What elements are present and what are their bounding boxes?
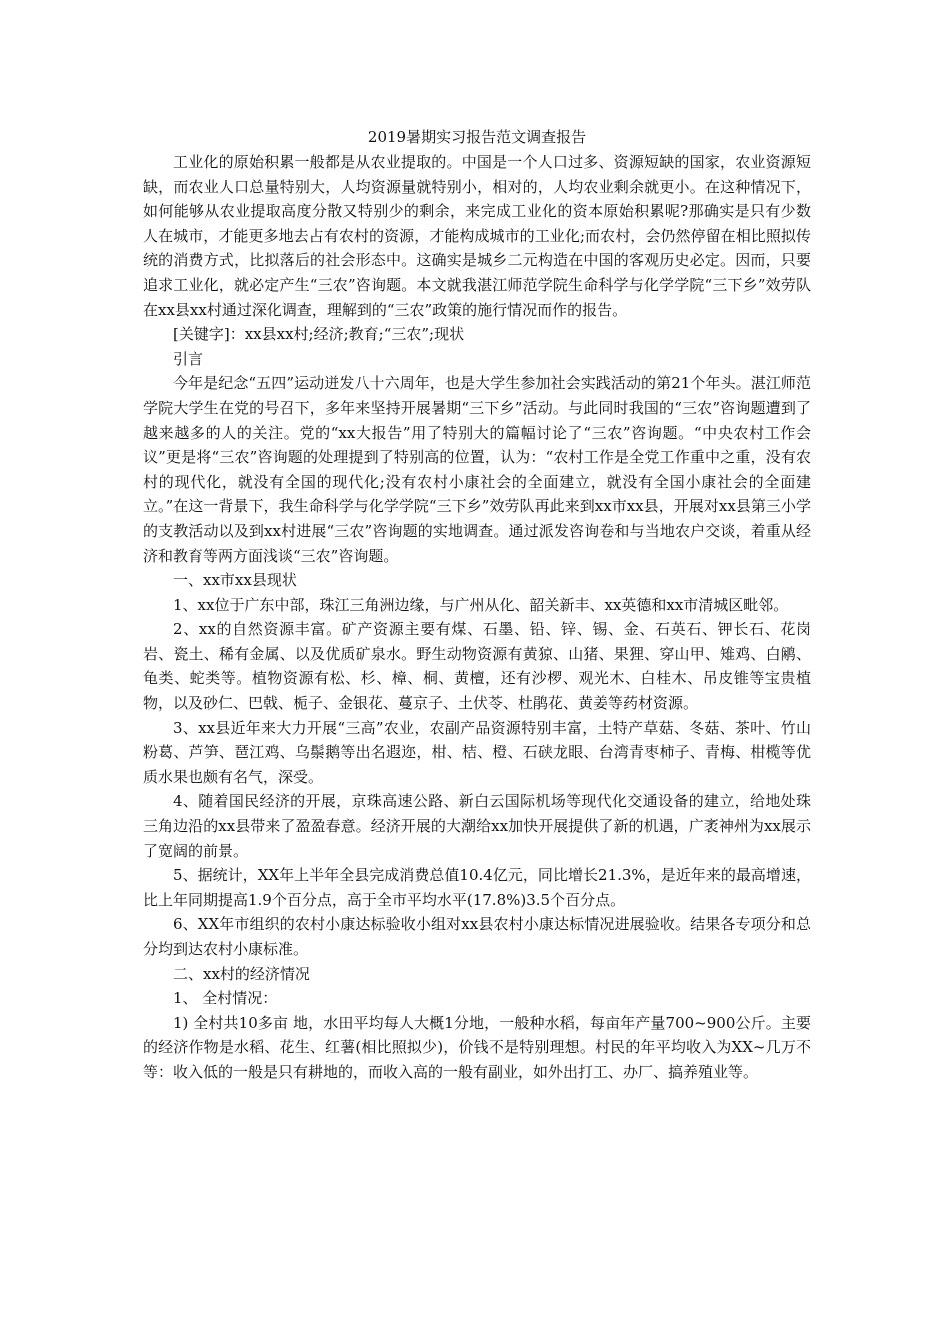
section-heading-county-status: 一、xx市xx县现状 xyxy=(173,571,297,590)
preface-paragraph: 今年是纪念“五四”运动迸发八十六周年，也是大学生参加社会实践活动的第21个年头。湛江师范学院大学生在党的号召下，多年来坚持开展暑期“三下乡”活动。与此同时我国的“三农”咨询题遭到了越来越多的人的关注。党的“xx大报告”用了特别大的篇幅讨论了“三农”咨询题。“中央农村工作会议”更是将“三农”咨询题的处理提到了特别高的位置，认为：“农村工作是全党工作重中之重，没有农村的现代化，就没有全国的现代化;没有农村小康社会的全面建立，就没有全国小康社会的全面建立。”在这一背景下，我生命科学与化学学院“三下乡”效劳队再此来到xx市xx县，开展对xx县第三小学的支教活动以及到xx村进展“三农”咨询题的实地调查。通过派发咨询卷和与当地农户交谈，着重从经济和教育等两方面浅谈“三农”咨询题。 xyxy=(143,374,811,565)
village-item-1: 1) 全村共10多亩 地，水田平均每人大概1分地，一般种水稻，每亩年产量700~900公斤。主要的经济作物是水稻、花生、红薯(相比照拟少)，价钱不是特别理想。村民的年平均收入为XX~几万不等：收入低的一般是只有耕地的，而收入高的一般有副业，如外出打工、办厂、搞养殖业等。 xyxy=(143,1013,811,1081)
document-title: 2019暑期实习报告范文调查报告 xyxy=(367,128,587,146)
county-item-1: 1、xx位于广东中部，珠江三角洲边缘，与广州从化、韶关新丰、xx英德和xx市清城区毗邻。 xyxy=(173,595,789,614)
document-page xyxy=(143,126,811,1085)
county-item-6: 6、XX年市组织的农村小康达标验收小组对xx县农村小康达标情况进展验收。结果各专项分和总分均到达农村小康标准。 xyxy=(143,915,811,958)
county-item-2: 2、xx的自然资源丰富。矿产资源主要有煤、石墨、铅、锌、锡、金、石英石、钾长石、花岗岩、瓷土、稀有金属、以及优质矿泉水。野生动物资源有黄猄、山猪、果狸、穿山甲、雉鸡、白鹇、龟类、蛇类等。植物资源有松、杉、樟、桐、黄檀，还有沙椤、观光木、白桂木、吊皮锥等宝贵植物，以及砂仁、巴戟、栀子、金银花、蔓京子、土伏苓、杜鹃花、黄姜等药材资源。 xyxy=(143,620,811,713)
keywords-line: [关键字]：xx县xx村;经济;教育;“三农”;现状 xyxy=(173,325,465,344)
section-heading-preface: 引言 xyxy=(173,349,204,368)
section-heading-village-economy: 二、xx村的经济情况 xyxy=(173,964,310,983)
county-item-5: 5、据统计，XX年上半年全县完成消费总值10.4亿元，同比增长21.3%，是近年来的最高增速，比上年同期提高1.9个百分点，高于全市平均水平(17.8%)3.5个百分点。 xyxy=(143,866,811,909)
intro-paragraph: 工业化的原始积累一般都是从农业提取的。中国是一个人口过多、资源短缺的国家，农业资源短缺，而农业人口总量特别大，人均资源量就特别小，相对的，人均农业剩余就更小。在这种情况下，如何能够从农业提取高度分散又特别少的剩余，来完成工业化的资本原始积累呢?那确实是只有少数人在城市，才能更多地去占有农村的资源，才能构成城市的工业化;而农村，会仍然停留在相比照拟传统的消费方式，比拟落后的社会形态中。这确实是城乡二元构造在中国的客观历史必定。因而，只要追求工业化，就必定产生“三农”咨询题。本文就我湛江师范学院生命科学与化学学院“三下乡”效劳队在xx县xx村通过深化调查，理解到的“三农”政策的施行情况而作的报告。 xyxy=(143,153,811,319)
county-item-4: 4、随着国民经济的开展，京珠高速公路、新白云国际机场等现代化交通设备的建立，给地处珠三角边沿的xx县带来了盈盈春意。经济开展的大潮给xx加快开展提供了新的机遇，广袤神州为xx展示了宽阔的前景。 xyxy=(143,792,811,860)
county-item-3: 3、xx县近年来大力开展“三高”农业，农副产品资源特别丰富，土特产草菇、冬菇、茶叶、竹山粉葛、芦笋、琶江鸡、乌鬃鹅等出名遐迩，柑、桔、橙、石硖龙眼、台湾青枣柿子、青梅、柑榄等优质水果也颇有名气，深受。 xyxy=(143,718,811,786)
village-subheading: 1、 全村情况： xyxy=(173,989,278,1008)
